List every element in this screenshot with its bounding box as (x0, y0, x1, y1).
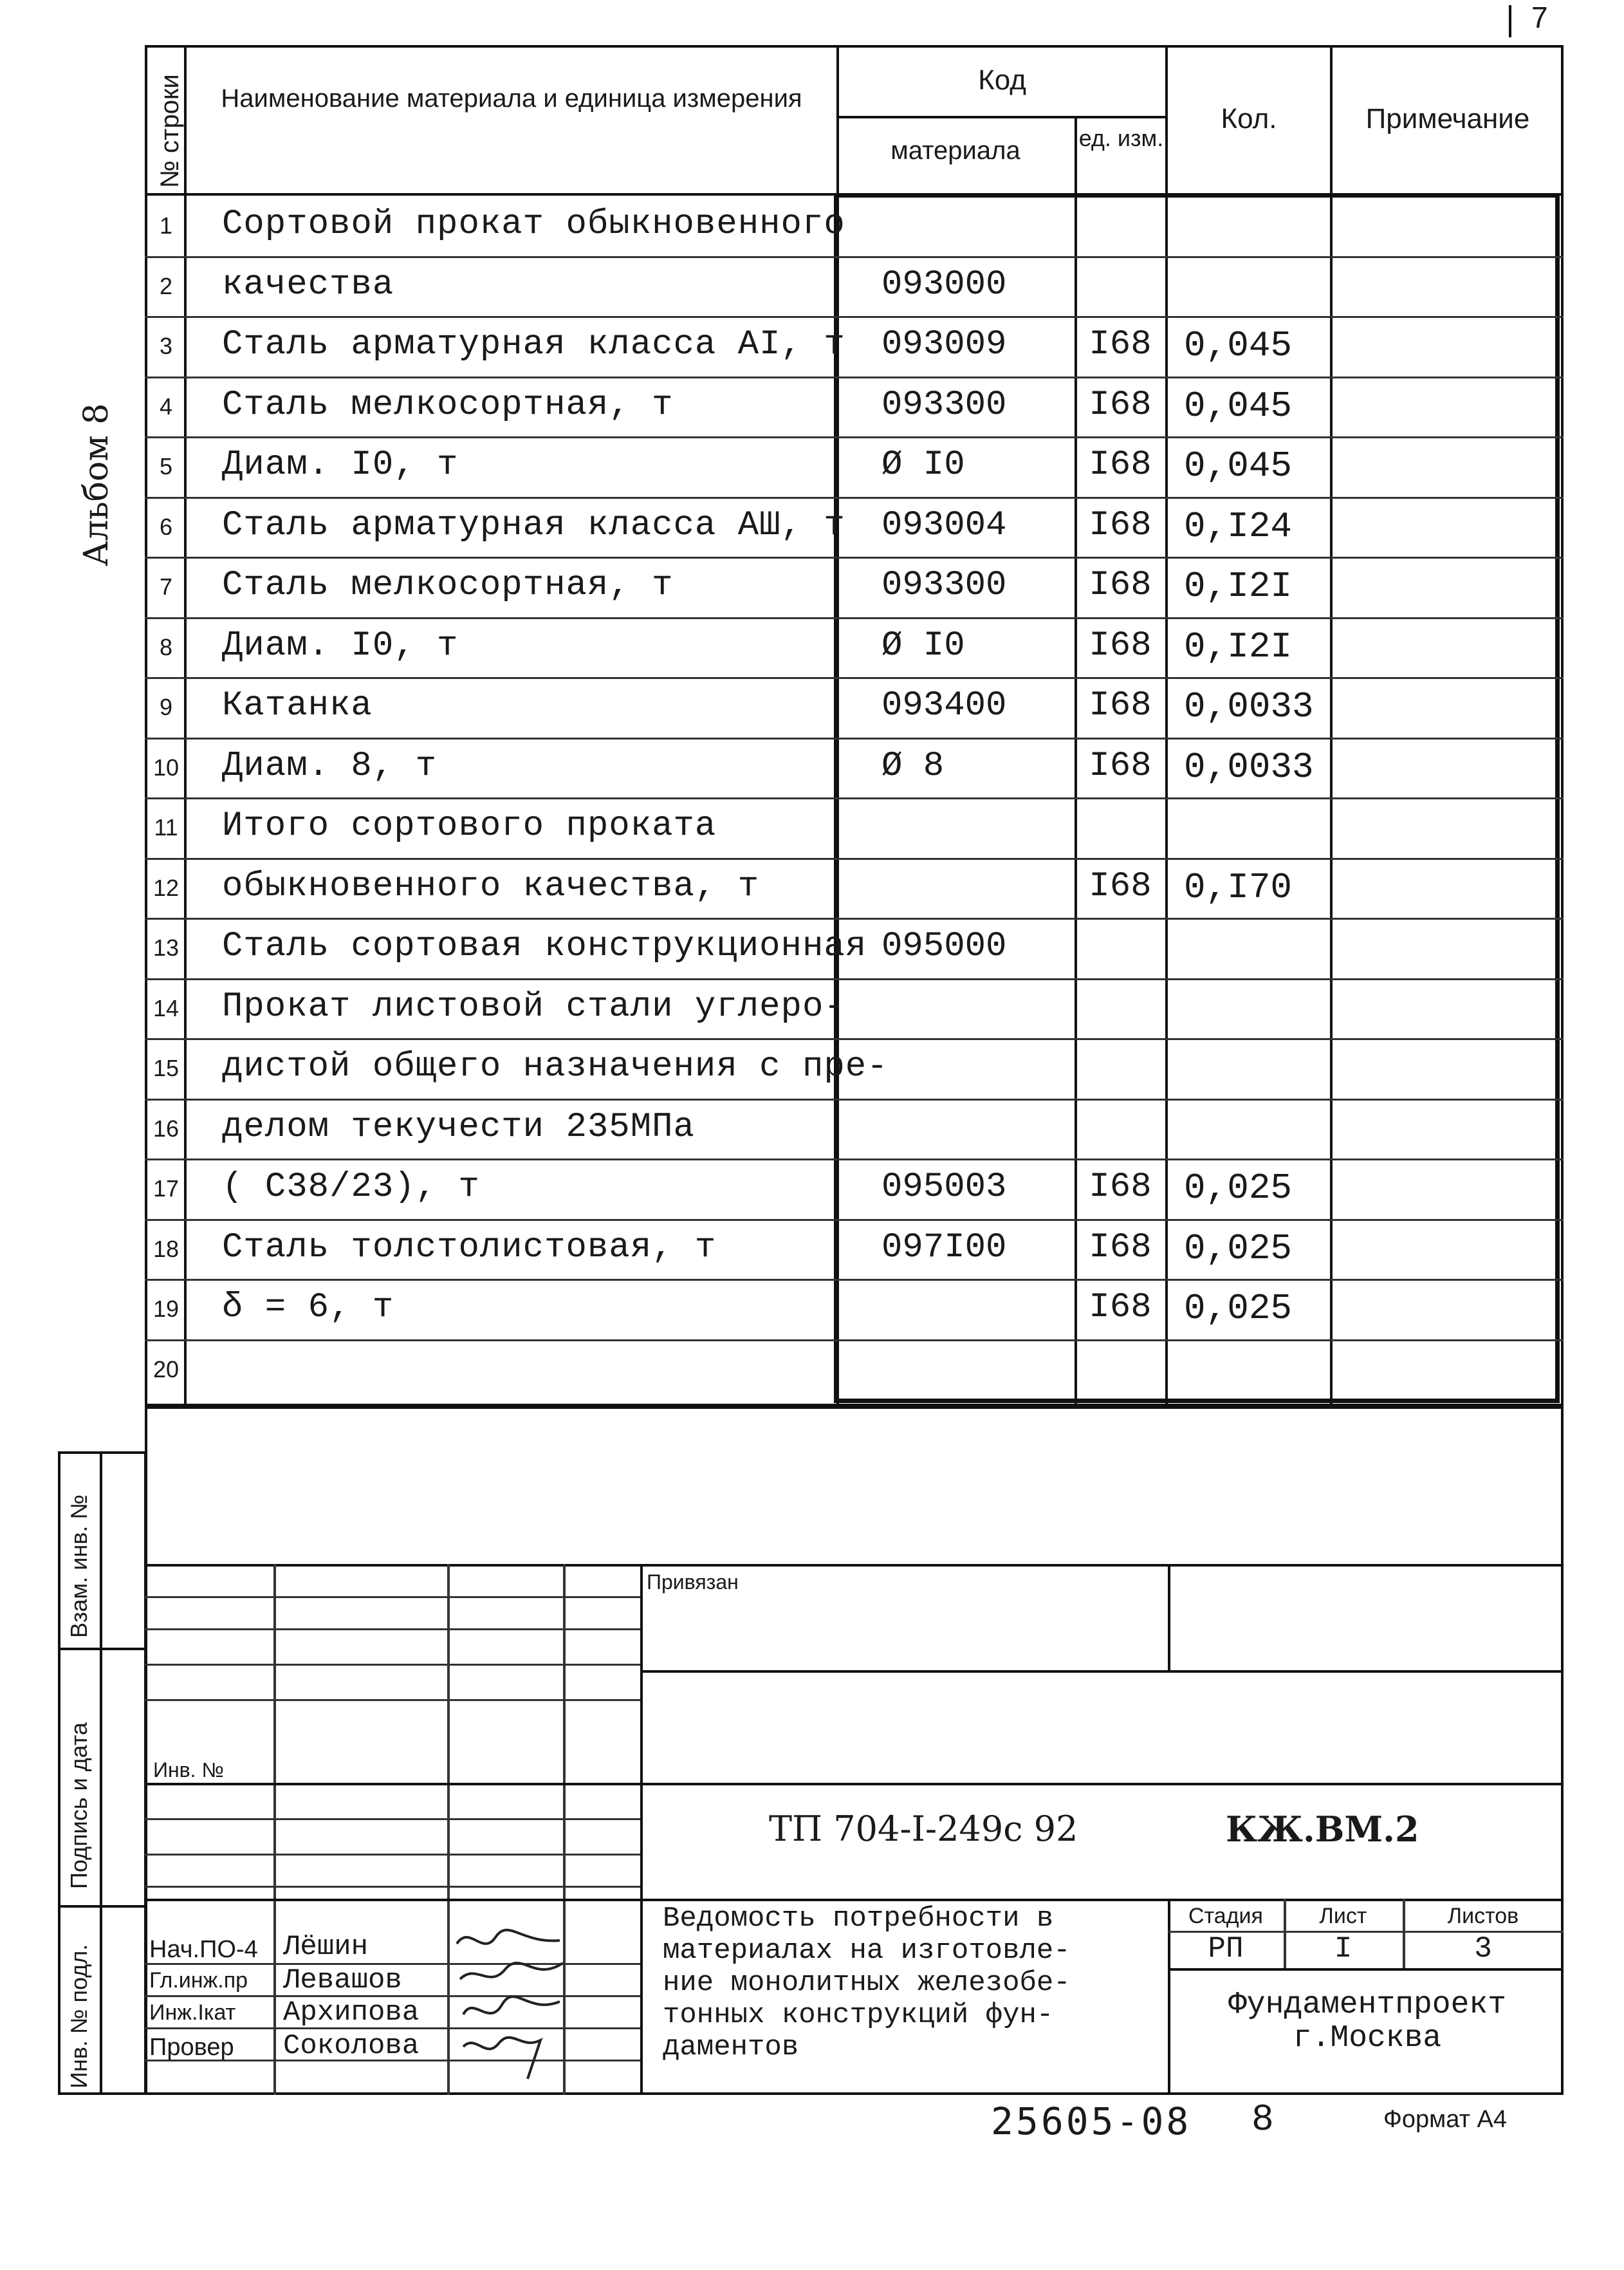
tb-grid-h4 (145, 1699, 640, 1701)
tb-sheets-value: 3 (1474, 1932, 1492, 1966)
unit-code: I68 (1089, 626, 1152, 665)
material-name: Диам. I0, т (222, 445, 459, 485)
unit-code: I68 (1089, 506, 1152, 545)
tb-title-line: Ведомость потребности в (663, 1903, 1054, 1935)
material-name: Сортовой прокат обыкновенного (222, 205, 845, 244)
row-divider (145, 677, 1564, 679)
row-number: 8 (159, 634, 173, 660)
tb-inv-no-label: Инв. № (153, 1758, 224, 1782)
tb-grid-h3 (145, 1664, 640, 1666)
material-name: Сталь сортовая конструкционная (222, 927, 867, 966)
unit-code: I68 (1089, 686, 1152, 725)
quantity: 0,045 (1184, 386, 1293, 427)
row-divider (145, 1339, 1564, 1341)
material-code: 095003 (881, 1168, 1007, 1207)
unit-code: I68 (1089, 445, 1152, 485)
row-divider (145, 316, 1564, 318)
material-name: Сталь арматурная класса АI, т (222, 325, 845, 364)
material-code: 093009 (881, 325, 1007, 364)
row-number: 4 (159, 393, 173, 420)
unit-code: I68 (1089, 386, 1152, 425)
unit-code: I68 (1089, 747, 1152, 786)
page-corner-mark: 7 (1531, 1, 1548, 34)
signature-4 (463, 2038, 540, 2079)
signer-name: Лёшин (283, 1931, 369, 1963)
row-divider (145, 918, 1564, 920)
unit-code: I68 (1089, 1168, 1152, 1207)
row-number: 9 (159, 694, 173, 720)
row-number: 12 (152, 875, 180, 901)
row-number: 2 (159, 273, 173, 299)
material-code: Ø 8 (881, 747, 945, 786)
tb-sig-col-2 (447, 1564, 450, 2095)
material-name: Сталь толстолистовая, т (222, 1228, 717, 1267)
side-podpis: Подпись и дата (66, 1722, 92, 1889)
material-code: 093300 (881, 566, 1007, 605)
side-inv-podl: Инв. № подл. (66, 1944, 92, 2089)
row-divider (145, 1158, 1564, 1160)
row-number: 1 (159, 212, 173, 239)
header-name: Наименование материала и единица измерения (221, 84, 802, 113)
material-code: 093400 (881, 686, 1007, 725)
tb-stage-value: РП (1208, 1932, 1244, 1966)
row-number: 3 (159, 333, 173, 359)
col-line-rowno (184, 45, 187, 1406)
material-code: 093300 (881, 386, 1007, 425)
row-divider (145, 1038, 1564, 1040)
row-number: 19 (152, 1296, 180, 1322)
row-divider (145, 436, 1564, 438)
material-name: Прокат листовой стали углеро- (222, 987, 845, 1027)
tb-privyazan-split (1168, 1564, 1170, 1670)
signature-2 (460, 1963, 563, 1979)
tb-title-line: тонных конструкций фун- (663, 1999, 1054, 2031)
tb-grid-h2 (145, 1628, 640, 1630)
unit-code: I68 (1089, 1228, 1152, 1267)
signer-name: Архипова (283, 1996, 420, 2029)
signer-role: Инж.Iкат (149, 2000, 236, 2025)
unit-code: I68 (1089, 1288, 1152, 1327)
tb-vert-main (640, 1564, 643, 2095)
quantity: 0,045 (1184, 445, 1293, 487)
corner-tick (1509, 5, 1511, 37)
material-code: 097I00 (881, 1228, 1007, 1267)
tb-stage-h2 (1168, 1968, 1564, 1971)
row-divider (145, 617, 1564, 619)
row-number: 11 (154, 814, 178, 841)
row-divider (145, 797, 1564, 799)
header-code: Код (978, 64, 1026, 96)
tb-doc-code: ТП 704-I-249с 92 (769, 1809, 1078, 1849)
material-name: Итого сортового проката (222, 806, 717, 846)
tb-doc-mark: КЖ.ВМ.2 (1226, 1809, 1419, 1850)
row-divider (145, 978, 1564, 980)
row-number: 6 (159, 514, 173, 540)
material-code: 093004 (881, 506, 1007, 545)
material-code: Ø I0 (881, 445, 965, 485)
header-code-material: материала (890, 136, 1020, 165)
signer-role: Гл.инж.пр (149, 1968, 248, 1993)
material-name: Катанка (222, 686, 373, 725)
material-name: дистой общего назначения с пре- (222, 1047, 889, 1086)
row-number: 20 (152, 1356, 180, 1382)
header-qty: Кол. (1221, 103, 1277, 135)
row-number: 15 (152, 1055, 180, 1081)
quantity: 0,045 (1184, 325, 1293, 366)
signer-role: Нач.ПО-4 (149, 1936, 258, 1963)
tb-title-line: материалах на изготовле- (663, 1935, 1071, 1967)
tb-title-line: даментов (663, 2031, 799, 2063)
footer-format: Формат А4 (1383, 2106, 1508, 2133)
row-divider (145, 738, 1564, 740)
unit-code: I68 (1089, 566, 1152, 605)
material-name: Сталь мелкосортная, т (222, 386, 674, 425)
side-stamp-divider (100, 1451, 102, 2095)
material-code: 095000 (881, 927, 1007, 966)
tb-sheet-value: I (1334, 1932, 1352, 1966)
material-name: обыкновенного качества, т (222, 867, 760, 906)
header-code-unit: ед. изм. (1078, 125, 1164, 151)
row-divider (145, 557, 1564, 559)
tb-line-inv (145, 1783, 1564, 1785)
quantity: 0,025 (1184, 1288, 1293, 1329)
tb-title (663, 1903, 1165, 2063)
material-name: Сталь мелкосортная, т (222, 566, 674, 605)
signature-3 (463, 1996, 560, 2014)
tb-sheet-label: Лист (1319, 1904, 1367, 1928)
row-number: 17 (152, 1175, 180, 1202)
material-name: Диам. I0, т (222, 626, 459, 665)
signer-name: Левашов (283, 1964, 402, 1996)
quantity: 0,I24 (1184, 506, 1293, 547)
material-name: Диам. 8, т (222, 747, 438, 786)
row-number: 14 (152, 995, 180, 1021)
quantity: 0,I70 (1184, 867, 1293, 908)
row-divider (145, 377, 1564, 378)
side-stamp-sep-2 (58, 1905, 147, 1908)
material-name: Сталь арматурная класса АШ, т (222, 506, 845, 545)
side-stamp-sep-1 (58, 1648, 147, 1650)
tb-sheets-label: Листов (1447, 1904, 1519, 1928)
quantity: 0,025 (1184, 1228, 1293, 1269)
row-number: 13 (152, 935, 180, 961)
row-divider (145, 858, 1564, 860)
code-split-line (836, 116, 1168, 118)
tb-sig-col-1 (273, 1564, 276, 2095)
row-divider (145, 256, 1564, 258)
quantity: 0,I2I (1184, 626, 1293, 667)
material-name: δ = 6, т (222, 1288, 394, 1327)
tb-grid-h6 (145, 1854, 640, 1856)
material-code: 093000 (881, 265, 1007, 304)
tb-line-title (145, 1899, 1564, 1901)
signer-name: Соколова (283, 2030, 420, 2062)
side-vzam: Взам. инв. № (66, 1494, 92, 1638)
tb-grid-h1 (145, 1596, 640, 1598)
row-number: 16 (152, 1115, 180, 1142)
row-divider (145, 1219, 1564, 1221)
tb-title-line: ние монолитных железобе- (663, 1967, 1071, 1999)
tb-grid-h5 (145, 1818, 640, 1820)
row-number: 18 (152, 1236, 180, 1262)
tb-line-top (145, 1564, 1564, 1567)
row-divider (145, 497, 1564, 499)
quantity: 0,0033 (1184, 686, 1314, 727)
footer-page: 8 (1251, 2099, 1274, 2141)
tb-privyazan-label: Привязан (647, 1570, 739, 1594)
tb-privyazan-bottom (640, 1670, 1564, 1673)
tb-org-line1: Фундаментпроект (1228, 1987, 1507, 2022)
header-note: Примечание (1365, 103, 1530, 135)
row-divider (145, 1099, 1564, 1101)
material-name: качества (222, 265, 394, 304)
album-label: Альбом 8 (77, 403, 116, 566)
row-divider (145, 1279, 1564, 1281)
signature-1 (457, 1930, 560, 1944)
unit-code: I68 (1089, 325, 1152, 364)
footer-number: 25605-08 (991, 2099, 1192, 2143)
row-number: 7 (159, 573, 173, 600)
material-name: ( С38/23), т (222, 1168, 480, 1207)
quantity: 0,025 (1184, 1168, 1293, 1209)
signer-role: Провер (149, 2034, 234, 2061)
material-code: Ø I0 (881, 626, 965, 665)
tb-stage-label: Стадия (1188, 1904, 1263, 1928)
header-row-no: № строки (156, 74, 184, 188)
quantity: 0,0033 (1184, 747, 1314, 788)
row-number: 5 (159, 453, 173, 479)
tb-grid-h7 (145, 1886, 640, 1888)
material-name: делом текучести 235МПа (222, 1108, 695, 1147)
row-number: 10 (152, 754, 180, 781)
unit-code: I68 (1089, 867, 1152, 906)
tb-org-line2: г.Москва (1293, 2021, 1442, 2056)
signature-scribbles (450, 1918, 566, 2085)
quantity: 0,I2I (1184, 566, 1293, 607)
